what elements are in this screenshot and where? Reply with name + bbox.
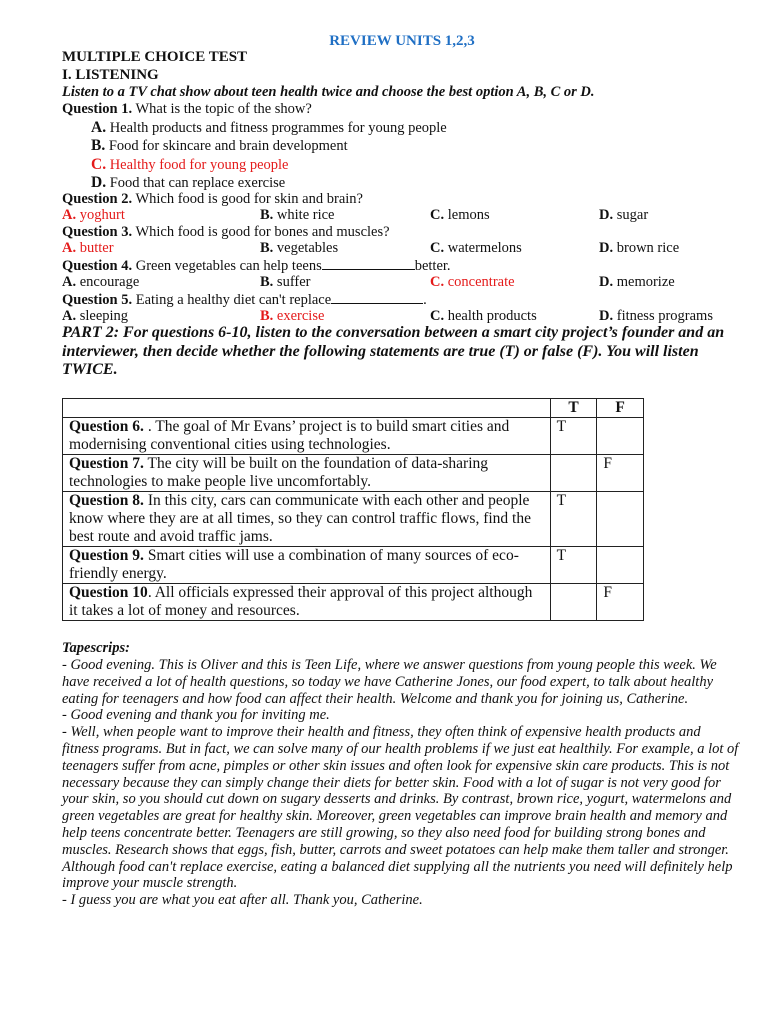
answer-f-cell[interactable]	[597, 418, 644, 455]
answer-t-cell[interactable]	[550, 584, 597, 621]
q3-option-b[interactable]: B. vegetables	[260, 240, 339, 256]
question-label: Question 1.	[62, 101, 133, 117]
tapescript-heading: Tapescrips:	[62, 640, 130, 656]
answer-blank	[331, 291, 423, 304]
q2-option-d[interactable]: D. sugar	[599, 207, 649, 223]
answer-t-cell[interactable]: T	[550, 418, 597, 455]
q5-option-c[interactable]: C. health products	[430, 308, 537, 324]
part2-instruction: PART 2: For questions 6-10, listen to the conversation between a smart city project’s founder and an interviewer, then decide whether the following statements are true (T) or false (F). You will listen TWICE.	[62, 324, 725, 378]
answer-blank	[322, 257, 415, 270]
q2-option-c[interactable]: C. lemons	[430, 207, 490, 223]
answer-f-cell[interactable]: F	[597, 584, 644, 621]
document-title: REVIEW UNITS 1,2,3	[329, 33, 475, 49]
answer-f-cell[interactable]: F	[597, 455, 644, 492]
q5-option-b[interactable]: B. exercise	[260, 308, 325, 324]
table-row: Question 9. Smart cities will use a combination of many sources of eco-friendly energy. T	[63, 547, 644, 584]
test-heading: MULTIPLE CHOICE TEST	[62, 49, 248, 65]
answer-f-cell[interactable]	[597, 492, 644, 547]
q4-option-c[interactable]: C. concentrate	[430, 274, 515, 290]
answer-f-cell[interactable]	[597, 547, 644, 584]
table-row: Question 10. All officials expressed their approval of this project although it takes a lot of money and resources. F	[63, 584, 644, 621]
q1-option-a[interactable]: A. Health products and fitness programmes for young people	[91, 119, 447, 136]
question-text: What is the topic of the show?	[132, 101, 312, 117]
q1-option-b[interactable]: B. Food for skincare and brain development	[91, 137, 348, 154]
header-t: T	[550, 399, 597, 418]
q4-option-b[interactable]: B. suffer	[260, 274, 311, 290]
q5-option-d[interactable]: D. fitness programs	[599, 308, 713, 324]
q3-option-a[interactable]: A. butter	[62, 240, 114, 256]
question-4: Question 4. Green vegetables can help teens better.	[62, 258, 451, 274]
q3-option-d[interactable]: D. brown rice	[599, 240, 680, 256]
tapescript-paragraph: - Well, when people want to improve their health and fitness, they often think of expensive health products and fitness programs. But in fact, we can solve many of our health problems if we just eat healthily. For example, a lot of teenagers suffer from acne, pimples or other skin issues and often look for expensive skin care products. This is not necessary because they can simply change their diets for better skin. Food with a lot of sugar is not very good for your skin, so you should cut down on sugary desserts and drinks. By contrast, brown rice, yogurt, watermelons and green vegetables are great for healthy skin. Moreover, green vegetables can improve brain health and memory and help teens concentrate better. Teenagers are still growing, so they also need food for building strong bones and muscles. Research shows that eggs, fish, butter, carrots and sweet potatoes can help make them taller and stronger. Although food can't replace exercise, eating a balanced diet supplying all the nutrients you need will definitely help improve your muscle strength.	[62, 724, 739, 892]
listening-instruction: Listen to a TV chat show about teen health twice and choose the best option A, B, C or D.	[62, 84, 595, 100]
header-f: F	[597, 399, 644, 418]
question-1	[62, 101, 312, 118]
q2-option-b[interactable]: B. white rice	[260, 207, 335, 223]
tapescript-paragraph: - Good evening and thank you for inviting me.	[62, 707, 330, 724]
q2-option-a[interactable]: A. yoghurt	[62, 207, 125, 223]
question-3: Question 3. Which food is good for bones and muscles?	[62, 224, 390, 240]
question-2: Question 2. Which food is good for skin and brain?	[62, 191, 363, 207]
tapescript-paragraph: - I guess you are what you eat after all. Thank you, Catherine.	[62, 892, 423, 909]
tapescript-paragraph: - Good evening. This is Oliver and this is Teen Life, where we answer questions from young people this week. We have received a lot of health questions, so today we have Catherine Jones, our food expert, to talk about healthy eating for teenagers and how food can affect their health. Welcome and thank you for joining us, Catherine.	[62, 657, 717, 707]
answer-t-cell[interactable]	[550, 455, 597, 492]
answer-t-cell[interactable]: T	[550, 492, 597, 547]
tapescript-body	[62, 657, 740, 909]
table-row: Question 6. . The goal of Mr Evans’ project is to build smart cities and modernising conventional cities using technologies. T	[63, 418, 644, 455]
answer-t-cell[interactable]: T	[550, 547, 597, 584]
table-row: Question 8. In this city, cars can communicate with each other and people know where they are at all times, so they can control traffic flows, find the best route and avoid traffic jams. T	[63, 492, 644, 547]
q1-option-d[interactable]: D. Food that can replace exercise	[91, 174, 286, 191]
q5-option-a[interactable]: A. sleeping	[62, 308, 129, 324]
q3-option-c[interactable]: C. watermelons	[430, 240, 522, 256]
table-header	[63, 399, 644, 418]
table-row: Question 7. The city will be built on the foundation of data-sharing technologies to make people live uncomfortably. F	[63, 455, 644, 492]
q1-option-c[interactable]: C. Healthy food for young people	[91, 156, 289, 173]
true-false-table	[62, 398, 644, 621]
q4-option-a[interactable]: A. encourage	[62, 274, 140, 290]
q4-option-d[interactable]: D. memorize	[599, 274, 675, 290]
section-listening: I. LISTENING	[62, 67, 159, 83]
question-5: Question 5. Eating a healthy diet can't replace .	[62, 292, 427, 308]
